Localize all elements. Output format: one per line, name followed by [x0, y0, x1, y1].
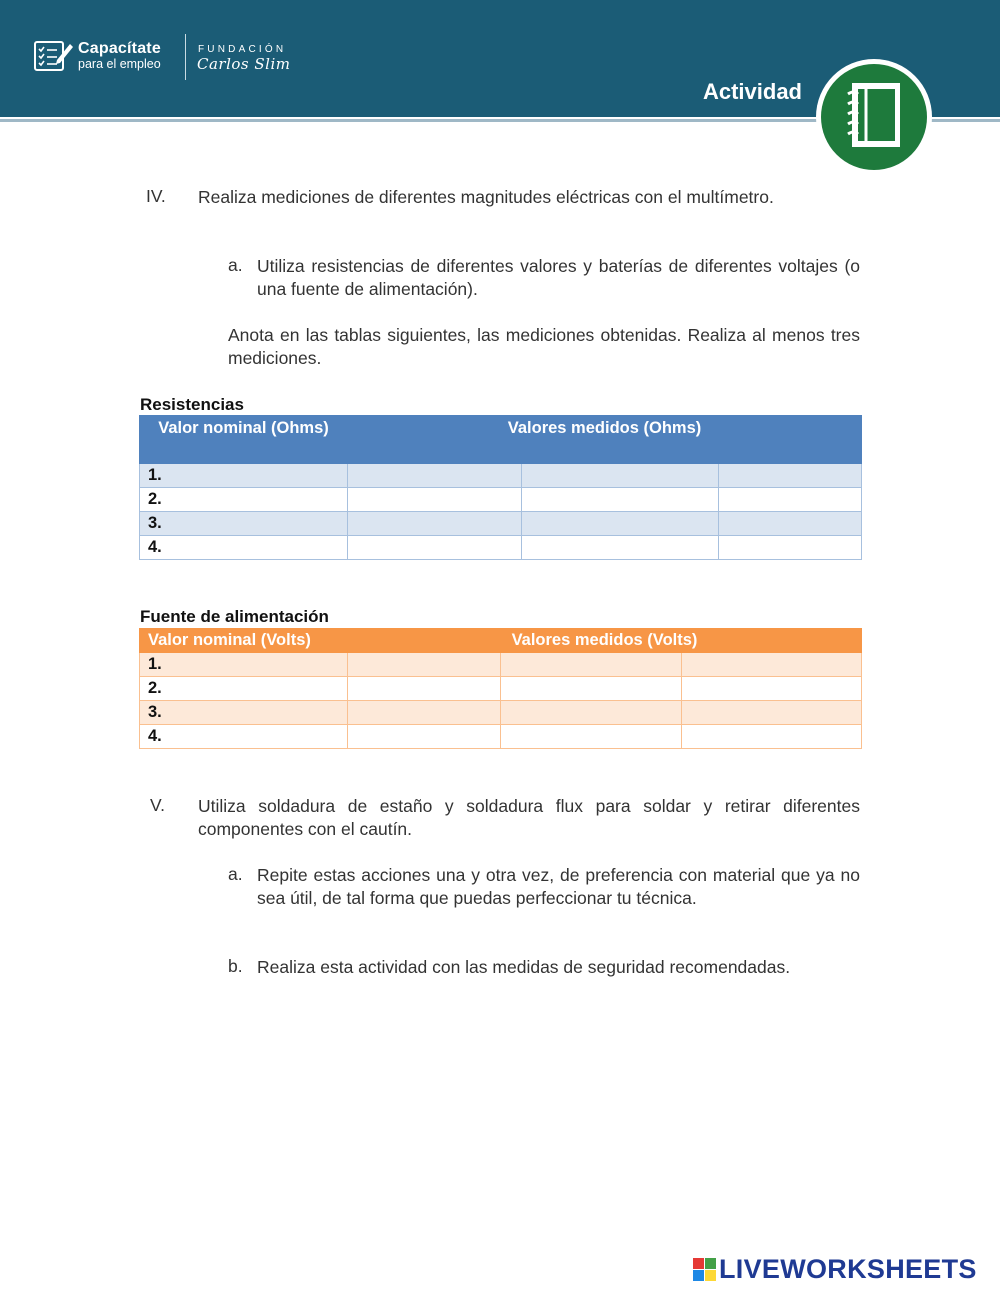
- fuente-cell[interactable]: [682, 701, 862, 725]
- fuente-cell[interactable]: [348, 701, 501, 725]
- resistencias-col-nominal: Valor nominal (Ohms): [140, 416, 348, 464]
- fuente-cell[interactable]: [682, 677, 862, 701]
- fuente-title: Fuente de alimentación: [140, 607, 329, 626]
- section-iv-item-a-letter: a.: [228, 255, 243, 275]
- section-iv-numeral: IV.: [146, 186, 166, 206]
- resistencias-table: [139, 415, 862, 560]
- resistencias-row-label: 4.: [140, 536, 348, 560]
- resistencias-cell[interactable]: [522, 464, 719, 488]
- fuente-cell[interactable]: [501, 725, 682, 749]
- resistencias-cell[interactable]: [719, 488, 862, 512]
- logo-title: Capacítate: [78, 40, 161, 58]
- resistencias-cell[interactable]: [348, 488, 522, 512]
- resistencias-row-label: 1.: [140, 464, 348, 488]
- fuente-col-nominal: Valor nominal (Volts): [140, 629, 348, 653]
- fuente-table: [139, 628, 862, 749]
- section-v-item-a-text: Repite estas acciones una y otra vez, de preferencia con material que ya no sea útil, de tal forma que puedas perfeccionar tu técnica.: [257, 865, 860, 908]
- resistencias-cell[interactable]: [348, 464, 522, 488]
- resistencias-cell[interactable]: [348, 512, 522, 536]
- section-v-text: Utiliza soldadura de estaño y soldadura flux para soldar y retirar diferentes componentes con el cautín.: [198, 796, 860, 839]
- fuente-cell[interactable]: [348, 653, 501, 677]
- live-blocks-icon: [693, 1258, 717, 1282]
- fuente-cell[interactable]: [348, 725, 501, 749]
- carlos-slim-label: Carlos Slim: [197, 55, 291, 73]
- resistencias-cell[interactable]: [522, 512, 719, 536]
- fuente-cell[interactable]: [682, 653, 862, 677]
- section-v-item-a-letter: a.: [228, 864, 243, 884]
- fuente-row-label: 3.: [140, 701, 348, 725]
- section-iv-text: Realiza mediciones de diferentes magnitudes eléctricas con el multímetro.: [198, 187, 774, 207]
- fuente-cell[interactable]: [501, 653, 682, 677]
- fundacion-label: FUNDACIÓN: [198, 44, 287, 55]
- section-iv-item-a-text: Utiliza resistencias de diferentes valores y baterías de diferentes voltajes (o una fuente de alimentación).: [257, 256, 860, 299]
- resistencias-col-medidos: Valores medidos (Ohms): [348, 416, 862, 464]
- fuente-row-label: 1.: [140, 653, 348, 677]
- resistencias-row-label: 3.: [140, 512, 348, 536]
- section-iv-note: Anota en las tablas siguientes, las mediciones obtenidas. Realiza al menos tres mediciones.: [228, 325, 860, 368]
- fuente-cell[interactable]: [348, 677, 501, 701]
- fuente-row-label: 2.: [140, 677, 348, 701]
- resistencias-cell[interactable]: [522, 536, 719, 560]
- resistencias-title: Resistencias: [140, 395, 244, 414]
- fuente-cell[interactable]: [682, 725, 862, 749]
- resistencias-cell[interactable]: [719, 536, 862, 560]
- liveworksheets-logo: [693, 1256, 977, 1283]
- section-v-item-b-text: Realiza esta actividad con las medidas de seguridad recomendadas.: [257, 957, 791, 977]
- fuente-cell[interactable]: [501, 677, 682, 701]
- section-v-item-b-letter: b.: [228, 956, 243, 976]
- resistencias-row-label: 2.: [140, 488, 348, 512]
- resistencias-cell[interactable]: [522, 488, 719, 512]
- notebook-badge-icon: [815, 58, 933, 176]
- capacitate-logo: [33, 38, 161, 74]
- logo-divider: [185, 34, 186, 80]
- liveworksheets-text: LIVEWORKSHEETS: [719, 1254, 977, 1284]
- fuente-col-medidos: Valores medidos (Volts): [348, 629, 862, 653]
- fuente-row-label: 4.: [140, 725, 348, 749]
- resistencias-cell[interactable]: [719, 464, 862, 488]
- section-label: Actividad: [702, 79, 802, 104]
- resistencias-cell[interactable]: [348, 536, 522, 560]
- resistencias-cell[interactable]: [719, 512, 862, 536]
- logo-subtitle: para el empleo: [78, 57, 161, 72]
- section-v-numeral: V.: [150, 795, 165, 815]
- fuente-cell[interactable]: [501, 701, 682, 725]
- checklist-icon: [33, 38, 73, 74]
